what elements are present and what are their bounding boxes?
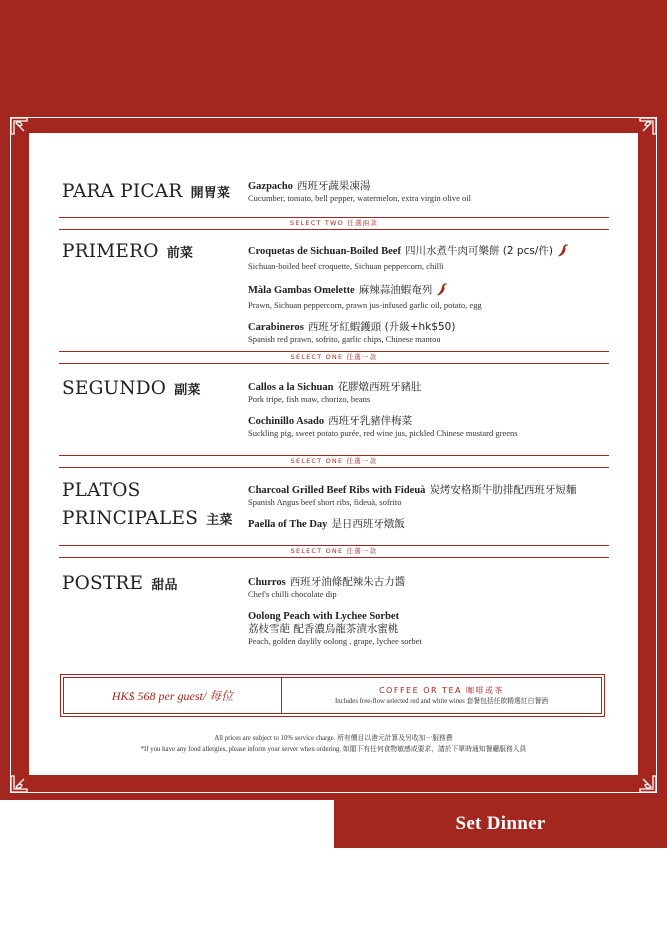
item-name-zh: 是日西班牙燉飯 bbox=[331, 518, 405, 530]
chili-pepper-icon bbox=[436, 282, 448, 300]
item-name-zh: 花膠燉西班牙豬肚 bbox=[337, 381, 422, 393]
item-name: Carabineros bbox=[248, 322, 304, 333]
item-name: Gazpacho bbox=[248, 181, 293, 192]
menu-item bbox=[248, 415, 628, 439]
menu-item bbox=[248, 321, 628, 345]
item-name-zh: 西班牙蔬果凍湯 bbox=[296, 180, 371, 192]
item-name: Oolong Peach with Lychee Sorbet bbox=[248, 611, 400, 622]
item-description: Chef's chilli chocolate dip bbox=[248, 589, 337, 599]
wine-note: Includes free-flow selected red and white wines 套餐包括任飲精選紅白餐酒 bbox=[334, 697, 549, 705]
item-name-zh: 麻辣蒜油蝦奄列 bbox=[358, 284, 433, 296]
item-name-zh: 四川水煮牛肉可樂餅 (2 pcs/件) bbox=[404, 245, 553, 257]
menu-item bbox=[248, 610, 628, 647]
set-dinner-tab bbox=[334, 800, 667, 848]
menu-item bbox=[248, 576, 628, 600]
item-name-zh: 荔枝雪葩 配香濃烏龍茶漬水蜜桃 bbox=[248, 623, 399, 635]
item-name-zh: 西班牙乳豬伴梅菜 bbox=[328, 415, 413, 427]
section-title: PRINCIPALES 主菜 bbox=[62, 508, 233, 529]
item-name-zh: 西班牙紅蝦鑊頭 (升級+hk$50) bbox=[307, 321, 456, 333]
service-charge-note: All prices are subject to 10% service charge. 所有價目以港元計算及另收加一服務費 bbox=[214, 735, 453, 742]
coffee-or-tea-title: COFFEE OR TEA 咖啡或茶 bbox=[378, 685, 505, 695]
item-name: Paella of The Day bbox=[248, 519, 328, 530]
footnote bbox=[29, 733, 638, 755]
menu-item bbox=[248, 243, 628, 272]
coffee-or-tea-panel bbox=[282, 678, 601, 713]
price-per-guest: HK$ 568 per guest/ 每位 bbox=[111, 689, 234, 703]
item-description: Cucumber, tomato, bell pepper, watermelon, extra virgin olive oil bbox=[248, 193, 471, 203]
section-title: PARA PICAR 開胃菜 bbox=[62, 181, 231, 202]
price-box bbox=[60, 674, 605, 717]
section-title: PRIMERO 前菜 bbox=[62, 241, 194, 262]
menu-item bbox=[248, 180, 628, 204]
select-divider: SELECT ONE 任選一款 bbox=[59, 455, 609, 468]
item-name: Croquetas de Sichuan-Boiled Beef bbox=[248, 246, 401, 257]
allergy-note: *If you have any food allergies, please inform your server when ordering. 如閣下有任何食物敏感或要求，請於下單時通知餐廳服務人員 bbox=[140, 746, 527, 753]
set-dinner-label: Set Dinner bbox=[455, 813, 546, 834]
item-name: Màla Gambas Omelette bbox=[248, 285, 355, 296]
item-description: Prawn, Sichuan peppercorn, prawn jus-infused garlic oil, potato, egg bbox=[248, 300, 482, 310]
section-title: POSTRE 甜品 bbox=[62, 573, 178, 594]
select-divider: SELECT TWO 任選兩款 bbox=[59, 217, 609, 230]
select-divider: SELECT ONE 任選一款 bbox=[59, 545, 609, 558]
item-description: Spanish Angus beef short ribs, fideuà, sofrito bbox=[248, 497, 402, 507]
item-description: Sichuan-boiled beef croquette, Sichuan peppercorn, chilli bbox=[248, 261, 444, 271]
item-name: Charcoal Grilled Beef Ribs with Fideuà bbox=[248, 485, 426, 496]
item-description: Spanish red prawn, sofrito, garlic chips, Chinese mantou bbox=[248, 334, 441, 344]
section-title: PLATOS bbox=[62, 480, 141, 501]
select-divider: SELECT ONE 任選一款 bbox=[59, 351, 609, 364]
menu-item bbox=[248, 381, 628, 405]
item-name: Cochinillo Asado bbox=[248, 416, 325, 427]
item-name: Callos a la Sichuan bbox=[248, 382, 334, 393]
corner-ornament-icon bbox=[639, 117, 657, 135]
item-name-zh: 西班牙油條配辣朱古力醬 bbox=[289, 576, 406, 588]
item-description: Pork tripe, fish maw, chorizo, beans bbox=[248, 394, 371, 404]
menu-item bbox=[248, 484, 628, 508]
corner-ornament-icon bbox=[10, 117, 28, 135]
item-description: Suckling pig, sweet potato purée, red wine jus, pickled Chinese mustard greens bbox=[248, 428, 518, 438]
menu-card bbox=[29, 133, 638, 775]
item-description: Peach, golden daylily oolong , grape, lychee sorbet bbox=[248, 636, 422, 646]
menu-item bbox=[248, 518, 628, 531]
corner-ornament-icon bbox=[10, 775, 28, 793]
section-para-picar bbox=[62, 178, 622, 218]
item-name-zh: 炭烤安格斯牛肋排配西班牙短麵 bbox=[429, 484, 577, 496]
menu-item bbox=[248, 282, 628, 311]
item-name: Churros bbox=[248, 577, 286, 588]
chili-pepper-icon bbox=[557, 243, 569, 261]
section-title: SEGUNDO 副菜 bbox=[62, 378, 201, 399]
corner-ornament-icon bbox=[639, 775, 657, 793]
